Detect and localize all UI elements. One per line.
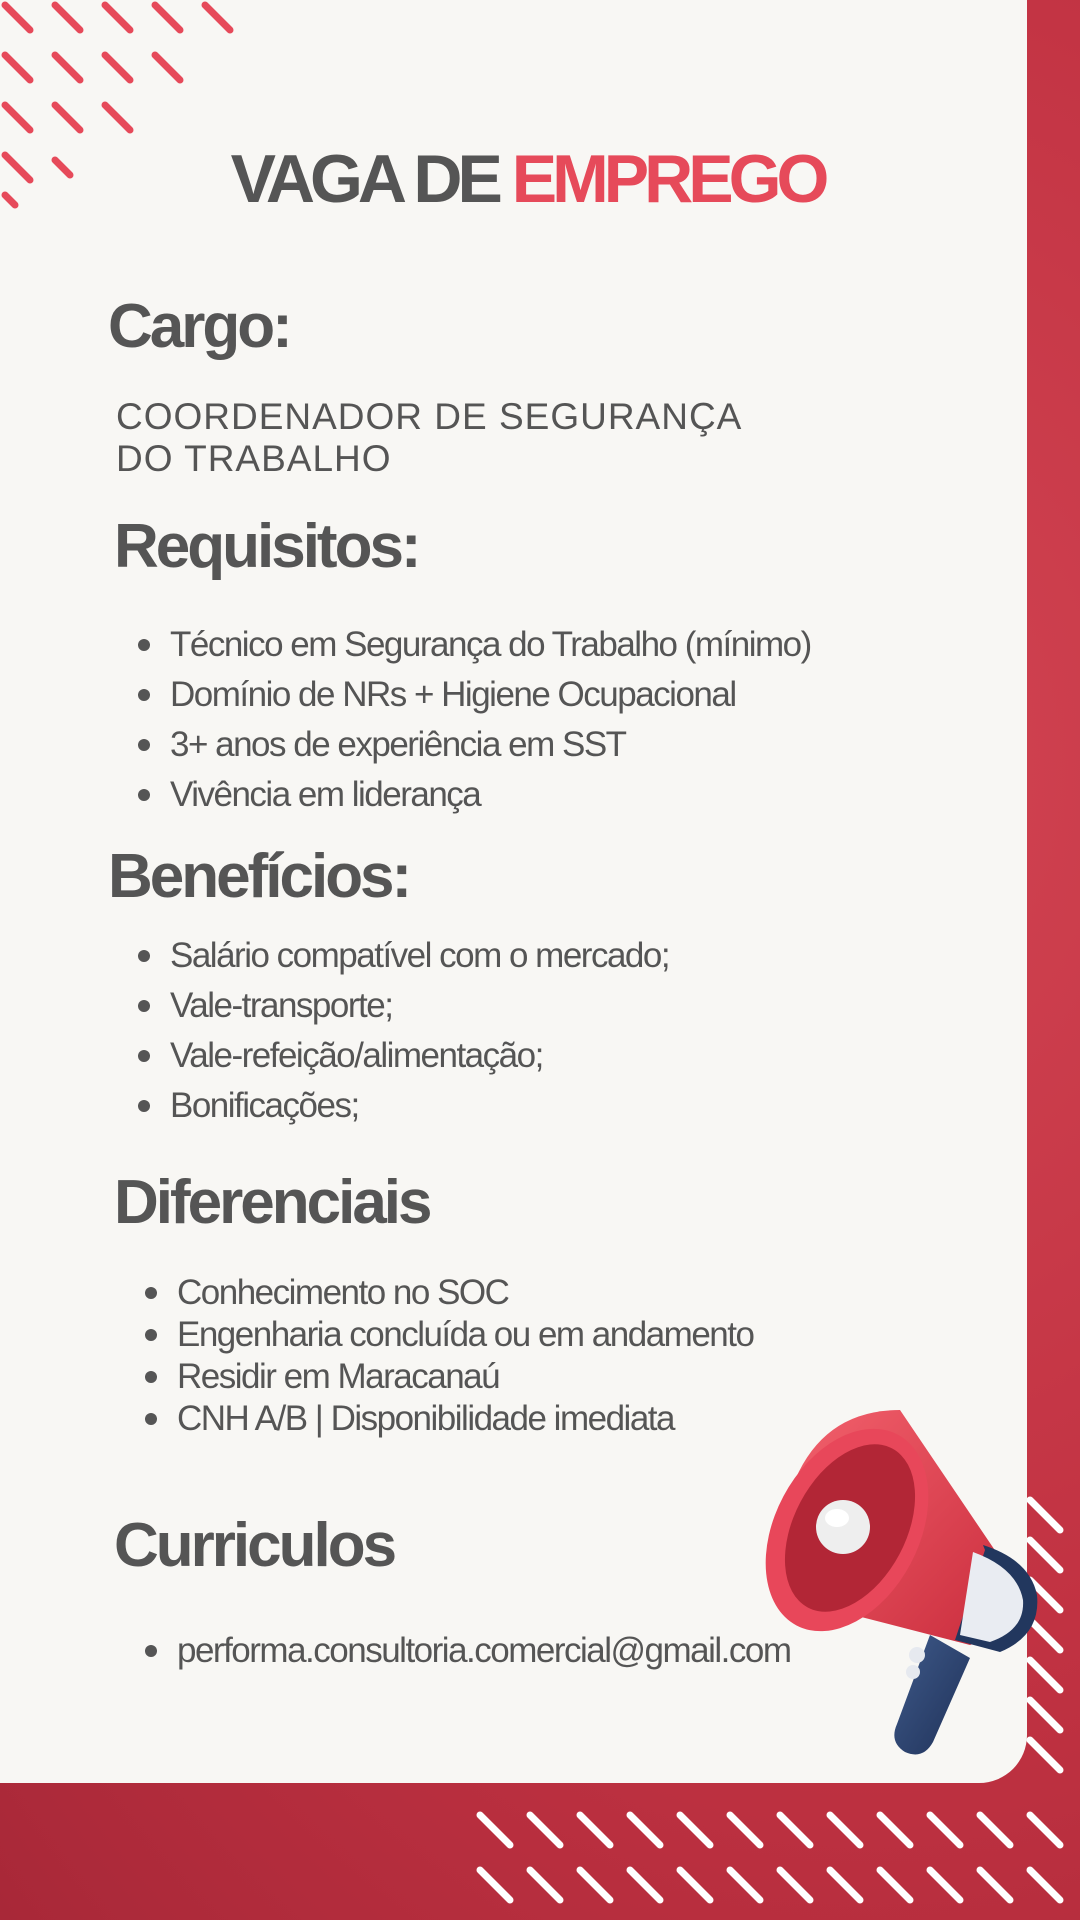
megaphone-icon (755, 1390, 1055, 1770)
title-part-1: VAGA DE (230, 141, 512, 217)
list-item: CNH A/B | Disponibilidade imediata (177, 1398, 697, 1440)
list-item: Vale-transporte; (170, 981, 669, 1031)
list-item: Vale-refeição/alimentação; (170, 1031, 669, 1081)
list-item: Domínio de NRs + Higiene Ocupacional (170, 670, 811, 720)
cargo-value (116, 396, 756, 480)
diferenciais-heading: Diferenciais (114, 1168, 430, 1237)
beneficios-heading: Benefícios: (108, 842, 410, 911)
curriculos-heading: Curriculos (114, 1511, 395, 1580)
cargo-heading: Cargo: (108, 292, 290, 361)
list-item: Técnico em Segurança do Trabalho (mínimo) (170, 620, 811, 670)
list-item: 3+ anos de experiência em SST (170, 720, 811, 770)
list-item: Bonificações; (170, 1081, 669, 1131)
list-item: Conhecimento no SOC (177, 1272, 697, 1314)
list-item: Vivência em liderança (170, 770, 811, 820)
email-link[interactable]: performa.consultoria.comercial@gmail.com (177, 1631, 791, 1670)
beneficios-list (170, 931, 669, 1131)
requisitos-heading: Requisitos: (114, 512, 419, 581)
requisitos-list (170, 620, 811, 820)
list-item: Salário compatível com o mercado; (170, 931, 669, 981)
white-stripes-bottom (470, 1790, 1080, 1920)
list-item: Engenharia concluída ou em andamento (177, 1315, 754, 1354)
list-item: Residir em Maracanaú (177, 1356, 697, 1398)
title-part-2: EMPREGO (511, 141, 825, 217)
page-title (0, 140, 1027, 218)
cargo-value-line-2: DO TRABALHO (116, 437, 392, 479)
diferenciais-list (177, 1272, 754, 1440)
curriculos-list (177, 1630, 791, 1672)
cargo-value-line-1: COORDENADOR DE SEGURANÇA (116, 396, 743, 437)
